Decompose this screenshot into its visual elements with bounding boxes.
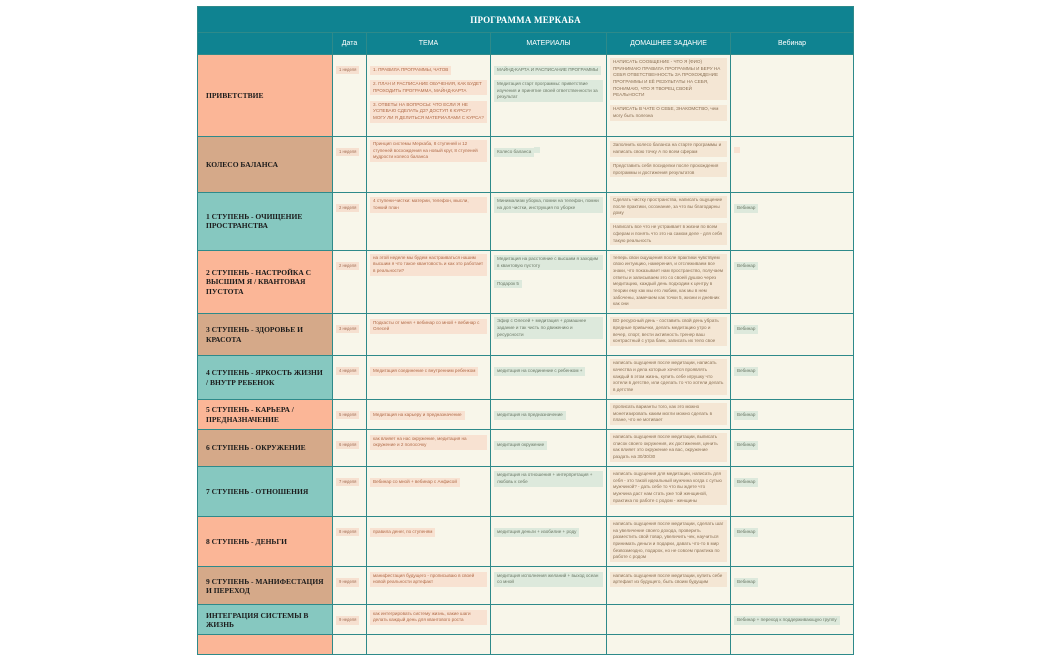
step-name-cell[interactable]: ПРИВЕТСТВИЕ: [198, 55, 333, 137]
step-name-cell[interactable]: 4 СТУПЕНЬ - ЯРКОСТЬ ЖИЗНИ / ВНУТР РЕБЕНОК: [198, 356, 333, 400]
materials-note: МАЙНД-КАРТА И РАСПИСАНИЕ ПРОГРАММЫ: [494, 66, 601, 75]
topic-cell[interactable]: [367, 137, 491, 193]
date-cell[interactable]: [333, 137, 367, 193]
materials-note: Колесо баланса: [494, 148, 534, 157]
materials-cell[interactable]: [491, 430, 607, 467]
materials-cell[interactable]: [491, 193, 607, 251]
homework-note: НАПИСАТЬ СООБЩЕНИЕ - ЧТО Я (ФИО) ПРИНИМАЮ ПРАВИЛА ПРОГРАММЫ И БЕРУ НА СЕБЯ ОТВЕТСТВЕННОСТЬ ЗА ПРОХОЖДЕНИЕ ПРОГРАММЫ И ЕЁ РЕЗУЛЬТАТЫ НА СЕБЯ, ПОНИМАЮ, ЧТО Я ТВОРЕЦ СВОЕЙ РЕАЛЬНОСТИ: [610, 58, 727, 100]
date-cell[interactable]: [333, 399, 367, 429]
webinar-cell[interactable]: [731, 467, 854, 517]
materials-cell[interactable]: [491, 517, 607, 567]
materials-cell[interactable]: [491, 137, 607, 193]
date-cell[interactable]: [333, 467, 367, 517]
webinar-chip: Вебинар: [734, 262, 758, 271]
table-row: [198, 430, 854, 467]
materials-note: медитация на предназначение: [494, 411, 566, 420]
topic-note: Медитация соединение с внутренним ребенком: [370, 367, 478, 376]
webinar-chip: Вебинар: [734, 441, 758, 450]
topic-cell[interactable]: [367, 193, 491, 251]
table-row: [198, 55, 854, 137]
webinar-cell[interactable]: [731, 250, 854, 314]
homework-cell[interactable]: [607, 567, 731, 605]
topic-cell[interactable]: [367, 605, 491, 635]
materials-note: медитация исполнения желаний + выход осеан со мной: [494, 572, 603, 587]
topic-note: как влияет на нас окружение, медитация на окружение и 2 полосочку: [370, 435, 487, 450]
table-row: [198, 517, 854, 567]
homework-note: теперь свои ощущения после практики чувствуем свою интуицию, намерения, и отслеживаем все знаки, что показывает нам пространство, получаем ответы и записываем это со своей душою через медитацию, каждый день подходим к центру в теории ему как мы его любим, как мы в нем забочены, замечаем как точки 5, жизни и дневник как они: [610, 254, 727, 309]
materials-cell[interactable]: [491, 314, 607, 356]
webinar-cell[interactable]: [731, 567, 854, 605]
webinar-chip: Вебинар: [734, 367, 758, 376]
table-row: [198, 314, 854, 356]
webinar-chip: Вебинар: [734, 478, 758, 487]
table-row: [198, 567, 854, 605]
materials-note: медитация на соединение с ребенком +: [494, 367, 585, 376]
materials-cell[interactable]: [491, 567, 607, 605]
webinar-chip: Вебинар + переход к поддерживающую группу: [734, 616, 840, 625]
column-header-topic[interactable]: ТЕМА: [367, 33, 491, 55]
step-name-cell[interactable]: 2 СТУПЕНЬ - НАСТРОЙКА С ВЫСШИМ Я / КВАНТОВАЯ ПУСТОТА: [198, 250, 333, 314]
materials-note: Медитация старт программы: приветствие изучения и принятие своей ответственности за результат: [494, 80, 603, 102]
date-cell[interactable]: [333, 430, 367, 467]
webinar-cell[interactable]: [731, 605, 854, 635]
table-row: [198, 399, 854, 429]
date-chip: 5 неделя: [336, 411, 359, 419]
materials-note: [534, 147, 540, 153]
table-row: [198, 137, 854, 193]
column-header-webinar[interactable]: Вебинар: [731, 33, 854, 55]
topic-note: Вебинар со мной + вебинар с Анфисой: [370, 478, 460, 487]
webinar-cell[interactable]: [731, 517, 854, 567]
topic-cell[interactable]: [367, 250, 491, 314]
homework-cell[interactable]: [607, 399, 731, 429]
webinar-cell[interactable]: [731, 137, 854, 193]
date-chip: 1 неделя: [336, 66, 359, 74]
table-row: [198, 250, 854, 314]
homework-cell[interactable]: [607, 635, 731, 655]
homework-cell[interactable]: [607, 55, 731, 137]
topic-note: Медитация на карьеру и предназначение: [370, 411, 465, 420]
materials-note: медитация окружение: [494, 441, 547, 450]
topic-note: манифестация будущего - прописываю в своей новой реальности артефакт: [370, 572, 487, 587]
homework-note: прописать варианты того, как это можно монетизировать каким могли можно сделать в плане, что не мотивает: [610, 403, 727, 425]
topic-cell[interactable]: [367, 517, 491, 567]
date-chip: 2 неделя: [336, 262, 359, 270]
homework-cell[interactable]: [607, 193, 731, 251]
date-chip: 9 неделя: [336, 616, 359, 624]
date-cell[interactable]: [333, 567, 367, 605]
materials-cell[interactable]: [491, 467, 607, 517]
date-chip: 7 неделя: [336, 478, 359, 486]
homework-cell[interactable]: [607, 250, 731, 314]
topic-cell[interactable]: [367, 399, 491, 429]
homework-note: написать ощущения после медитации, купить себе артефакт из будущего, быть своим будущим: [610, 572, 727, 587]
materials-cell[interactable]: [491, 605, 607, 635]
table-row: [198, 605, 854, 635]
homework-cell[interactable]: [607, 137, 731, 193]
date-cell[interactable]: [333, 605, 367, 635]
date-chip: 3 неделя: [336, 325, 359, 333]
topic-note: 3. ОТВЕТЫ НА ВОПРОСЫ: ЧТО ЕСЛИ Я НЕ УСПЕВАЮ СДЕЛАТЬ ДЗ? ДОСТУП К КУРСУ? МОГУ ЛИ Я ДЕЛИТЬСЯ МАТЕРИАЛАМИ С КУРСА?: [370, 101, 487, 123]
date-cell[interactable]: [333, 193, 367, 251]
date-cell[interactable]: [333, 517, 367, 567]
header-blank: [198, 33, 333, 55]
webinar-cell[interactable]: [731, 193, 854, 251]
step-name-cell[interactable]: [198, 635, 333, 655]
date-chip: 4 неделя: [336, 367, 359, 375]
materials-note: Медитация на расстояние с высшим я заходим в квантовую пустоту: [494, 255, 603, 270]
webinar-chip: Вебинар: [734, 325, 758, 334]
webinar-cell[interactable]: [731, 55, 854, 137]
step-name-cell[interactable]: 8 СТУПЕНЬ - ДЕНЬГИ: [198, 517, 333, 567]
homework-note: НАПИСАТЬ В ЧАТЕ О СЕБЕ, ЗНАКОМСТВО, чем могу быть полезна: [610, 105, 727, 120]
homework-note: написать ощущения после медитации, сделать шаг на увеличение своего дохода, проверить разместить свой товар, увеличить чек, научиться принимать деньги и подарки, давать что-то в мир безвозмездно, подарок, но не совсем практика по работе с родом: [610, 520, 727, 562]
table-row: [198, 193, 854, 251]
webinar-cell[interactable]: [731, 314, 854, 356]
topic-cell[interactable]: [367, 467, 491, 517]
date-cell[interactable]: [333, 356, 367, 400]
step-name-cell[interactable]: КОЛЕСО БАЛАНСА: [198, 137, 333, 193]
homework-note: Представить себя посиделки после прохождения программы и достижения результатов: [610, 162, 727, 177]
topic-cell[interactable]: [367, 55, 491, 137]
topic-note: Принцип системы Меркаба, 8 ступеней и 12 ступеней восхождения на новый круг, 8 ступеней мудрости колесо баланса: [370, 140, 487, 162]
date-cell[interactable]: [333, 250, 367, 314]
webinar-cell[interactable]: [731, 635, 854, 655]
column-header-materials[interactable]: МАТЕРИАЛЫ: [491, 33, 607, 55]
topic-note: 1. ПРАВИЛА ПРОГРАММЫ, ЧАТОВ: [370, 66, 451, 75]
column-header-homework[interactable]: ДОМАШНЕЕ ЗАДАНИЕ: [607, 33, 731, 55]
topic-cell[interactable]: [367, 356, 491, 400]
table-row: [198, 467, 854, 517]
step-name-cell[interactable]: 6 СТУПЕНЬ - ОКРУЖЕНИЕ: [198, 430, 333, 467]
step-name-cell[interactable]: 3 СТУПЕНЬ - ЗДОРОВЬЕ И КРАСОТА: [198, 314, 333, 356]
date-chip: 9 неделя: [336, 578, 359, 586]
homework-cell[interactable]: [607, 517, 731, 567]
topic-note: как интегрировать систему жизнь, какие шаги делать каждый день для квантового роста: [370, 610, 487, 625]
topic-cell[interactable]: [367, 635, 491, 655]
webinar-chip: Вебинар: [734, 528, 758, 537]
topic-note: 2. ПЛАН И РАСПИСАНИЕ ОБУЧЕНИЯ, КАК БУДЕТ ПРОХОДИТЬ ПРОГРАММА, МАЙНД-КАРТА: [370, 80, 487, 95]
homework-note: Написать все что не устраивает в жизни по всем сферам и понять что это на самом деле - для себя такую реальность: [610, 223, 727, 245]
step-name-cell[interactable]: 1 СТУПЕНЬ - ОЧИЩЕНИЕ ПРОСТРАНСТВА: [198, 193, 333, 251]
topic-cell[interactable]: [367, 567, 491, 605]
homework-note: написать ощущения после медитации, выписать список своего окружения, их достижения, ценить как влияет это окружение на вас, окружение раздать на 30/30/30: [610, 433, 727, 462]
materials-cell[interactable]: [491, 250, 607, 314]
empty-note: [734, 147, 740, 153]
topic-note: правила денег, по ступеням: [370, 528, 435, 537]
topic-cell[interactable]: [367, 430, 491, 467]
materials-cell[interactable]: [491, 55, 607, 137]
column-header-date[interactable]: Дата: [333, 33, 367, 55]
materials-cell[interactable]: [491, 635, 607, 655]
materials-cell[interactable]: [491, 356, 607, 400]
topic-note: на этой неделе мы будем настраиваться нашим высшим я что такое квантовость и как это работает в реальности?: [370, 254, 487, 276]
homework-note: ВО ресурсный день - составить свой день убрать вредные привычки, делать медитацию утро и вечер, спорт, вести активность тренер ваш контрастный с утра банк, записать их тело свое: [610, 317, 727, 346]
webinar-cell[interactable]: [731, 356, 854, 400]
date-cell[interactable]: [333, 314, 367, 356]
homework-cell[interactable]: [607, 605, 731, 635]
webinar-chip: Вебинар: [734, 411, 758, 420]
homework-cell[interactable]: [607, 467, 731, 517]
materials-note: медитация на отношения + интерпретация + любовь к себе: [494, 471, 603, 486]
webinar-chip: Вебинар: [734, 578, 758, 587]
step-name-cell[interactable]: 5 СТУПЕНЬ - КАРЬЕРА / ПРЕДНАЗНАЧЕНИЕ: [198, 399, 333, 429]
table-row: [198, 356, 854, 400]
date-chip: 1 неделя: [336, 148, 359, 156]
materials-note: Минимализм уборка, помни на телефон, помни на доп чистки, инструкция по уборке: [494, 197, 603, 212]
homework-cell[interactable]: [607, 430, 731, 467]
homework-cell[interactable]: [607, 314, 731, 356]
topic-cell[interactable]: [367, 314, 491, 356]
webinar-cell[interactable]: [731, 399, 854, 429]
materials-note: Подарок 5: [494, 280, 522, 289]
table-row: [198, 635, 854, 655]
date-chip: 2 неделя: [336, 204, 359, 212]
homework-note: написать ощущения после медитации, написать качества и дела которые хочется проявлять каждый в этом жизнь, купить себе игрушку что хотели в детстве, или сделать то что хотели делать в детстве: [610, 359, 727, 394]
date-chip: 8 неделя: [336, 528, 359, 536]
materials-cell[interactable]: [491, 399, 607, 429]
homework-note: Заполнить колесо баланса на старте программы и написать свою точку А по всем сферам: [610, 141, 727, 156]
table-body: [198, 55, 854, 655]
materials-note: Эфир с Олесей + медитация + домашнее задание и так чисть по движению и ресурсности: [494, 317, 603, 339]
topic-note: 4 ступени-чистки: материи, телефон, мысли, тонкий план: [370, 197, 487, 212]
table-title: ПРОГРАММА МЕРКАБА: [198, 7, 854, 33]
webinar-chip: Вебинар: [734, 204, 758, 213]
step-name-cell[interactable]: ИНТЕГРАЦИЯ СИСТЕМЫ В ЖИЗНЬ: [198, 605, 333, 635]
materials-note: медитация деньги + изобилие + роду: [494, 528, 579, 537]
date-cell[interactable]: [333, 55, 367, 137]
homework-cell[interactable]: [607, 356, 731, 400]
topic-note: Подкасты от меня + вебинар со мной + вебинар с Олесей: [370, 319, 487, 334]
homework-note: написать ощущения для медитации, написать для себя - это такой идеальный мужчина когда с сутью мужчиной? - дать себе то что вы ждете что мужчина даст нам стать уже той женщиной, практика по работе с родом - женщины: [610, 470, 727, 505]
step-name-cell[interactable]: 9 СТУПЕНЬ - МАНИФЕСТАЦИЯ И ПЕРЕХОД: [198, 567, 333, 605]
step-name-cell[interactable]: 7 СТУПЕНЬ - ОТНОШЕНИЯ: [198, 467, 333, 517]
program-table: [197, 6, 853, 655]
homework-note: Сделать чистку пространства, написать ощущение после практики, осознание, за что вы благодарны дому: [610, 196, 727, 218]
date-chip: 6 неделя: [336, 441, 359, 449]
webinar-cell[interactable]: [731, 430, 854, 467]
date-cell[interactable]: [333, 635, 367, 655]
